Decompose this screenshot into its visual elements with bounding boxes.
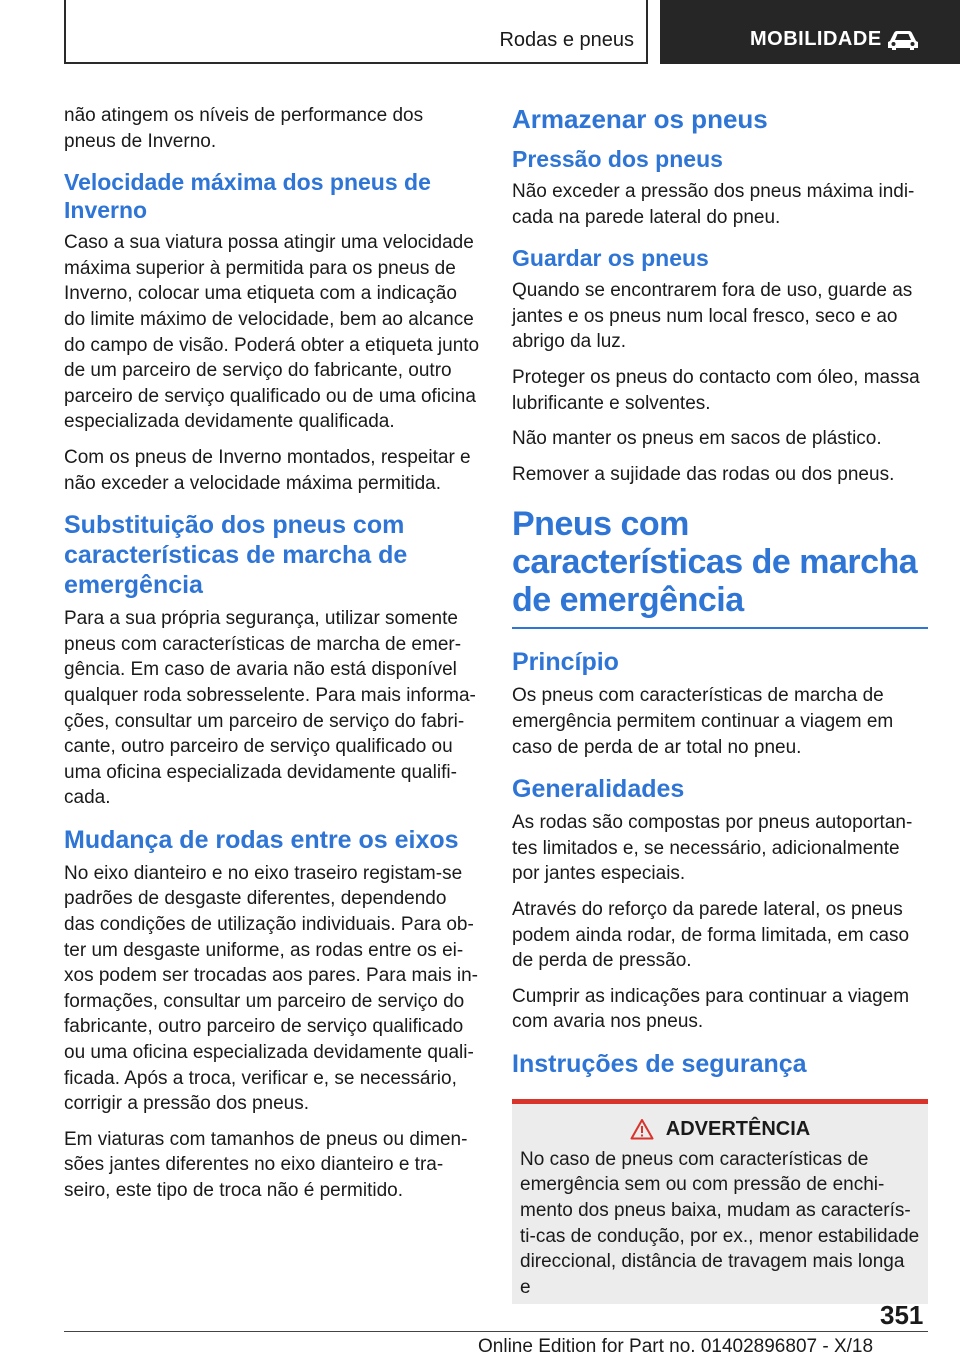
heading-tyre-pressure: Pressão dos pneus [512,146,723,172]
car-icon [886,29,920,51]
paragraph-speed-label: Caso a sua viatura possa atingir uma velocidade máxima superior à permitida para os pneus de Inverno, colocar uma etiqueta com a indicação do limite máximo de velocidade, bem ao alcance do campo de visão. Poderá obter a etiqueta junto de um parceiro de serviço do fabricante, outro parceiro de serviço qualificado ou de uma oficina especializada devidamente qualificada. [64,232,480,433]
heading-keep-tyres: Guardar os pneus [512,245,709,272]
paragraph-general-1: As rodas são compostas por pneus autoportan-tes limitados e, se necessário, adicionalmente por jantes especiais. [512,812,913,885]
header-section-tab [64,0,648,64]
paragraph-rotation-not-allowed: Em viaturas com tamanhos de pneus ou dimen-sões jantes diferentes no eixo dianteiro e tra-seiro, este tipo de troca não é permitido. [64,1128,468,1201]
paragraph-principle: Os pneus com características de marcha de emergência permitem continuar a viagem em caso de perda de ar total no pneu. [512,685,894,758]
heading-runflat-tyres: Pneus com características de marcha de emergência [512,505,928,629]
heading-winter-max-speed: Velocidade máxima dos pneus de Inverno [64,169,431,224]
warning-box [512,1099,928,1305]
warning-title: ADVERTÊNCIA [665,1117,811,1140]
paragraph-replace-runflat: Para a sua própria segurança, utilizar somente pneus com características de marcha de emer-gência. Em caso de avaria não está disponível qualquer roda sobresselente. Para mais informa-ções, consultar um parceiro de serviço do fabri-cante, outro parceiro de serviço qualificado ou uma oficina especializada devidamente qualifi-cada. [64,608,476,809]
heading-wheel-rotation: Mudança de rodas entre os eixos [64,825,459,854]
warning-header [520,1118,920,1141]
heading-general: Generalidades [512,775,685,804]
warning-text: No caso de pneus com características de emergência sem ou com pressão de enchi-mento dos pneus baixa, mudam as característi-cas de condução, por ex., menor estabilidade direccional, distância de travagem mais longa e [520,1148,920,1298]
paragraph-general-3: Cumprir as indicações para continuar a viagem com avaria nos pneus. [512,985,910,1033]
warning-triangle-icon [630,1118,654,1140]
header-chapter-title: MOBILIDADE [750,28,882,50]
paragraph-keep-1: Quando se encontrarem fora de uso, guarde as jantes e os pneus num local fresco, seco e ao abrigo da luz. [512,280,913,353]
paragraph-tyre-pressure: Não exceder a pressão dos pneus máxima indi-cada na parede lateral do pneu. [512,181,915,228]
paragraph-wheel-rotation: No eixo dianteiro e no eixo traseiro registam-se padrões de desgaste diferentes, dependendo das condições de utilização individuais. Para ob-ter um desgaste uniforme, as rodas entre os ei-xos podem ser trocadas aos pares. Para mais in-formações, consultar um parceiro de serviço do fabricante, outro parceiro de serviço qualificado ou uma oficina especializada devidamente quali-ficada. Após a troca, verificar e, se necessário, corrigir a pressão dos pneus. [64,862,478,1115]
left-column [64,103,480,1214]
footer-edition: Online Edition for Part no. 01402896807 - X/18 [478,1336,874,1357]
header-chapter-tab [660,0,960,64]
heading-principle: Princípio [512,648,619,677]
paragraph-keep-2: Proteger os pneus do contacto com óleo, massa lubrificante e solventes. [512,366,920,414]
paragraph-speed-respect: Com os pneus de Inverno montados, respeitar e não exceder a velocidade máxima permitida. [64,446,471,494]
paragraph-keep-3: Não manter os pneus em sacos de plástico. [512,428,882,450]
heading-replace-runflat: Substituição dos pneus com características de marcha de emergência [64,511,408,600]
paragraph-keep-4: Remover a sujidade das rodas ou dos pneus. [512,463,895,485]
heading-safety: Instruções de segurança [512,1049,807,1078]
paragraph-general-2: Através do reforço da parede lateral, os pneus podem ainda rodar, de forma limitada, em caso de perda de pressão. [512,898,910,972]
paragraph-winter-performance: não atingem os níveis de performance dos pneus de Inverno. [64,105,424,152]
header-section-title: Rodas e pneus [499,29,634,51]
footer-rule [64,1331,928,1332]
right-column [512,103,928,1304]
page-number: 351 [880,1300,924,1330]
heading-store-tyres: Armazenar os pneus [512,104,768,134]
